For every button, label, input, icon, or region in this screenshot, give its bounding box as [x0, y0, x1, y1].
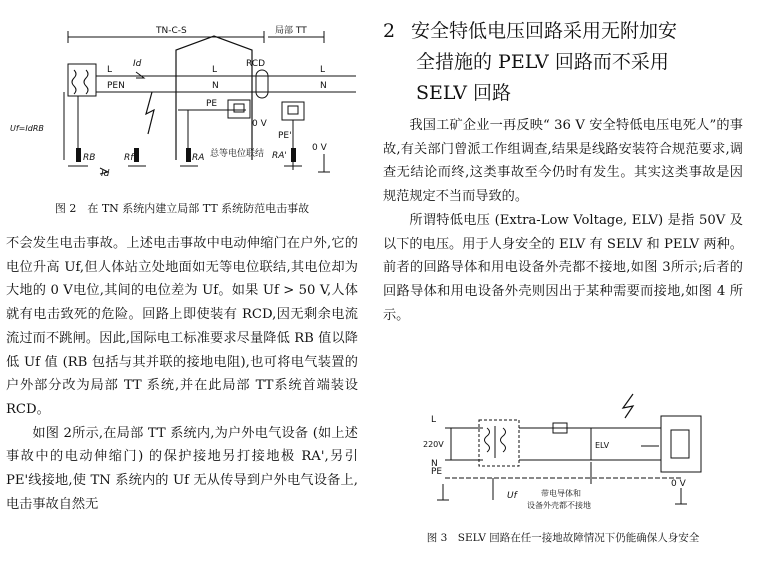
fig2-label-0V-mid: 0 V: [252, 119, 267, 129]
left-paragraph-1: 不会发生电击事故。上述电击事故中电动伸缩门在户外,它的电位升高 Uf,但人体站立处地面如无等电位联结,其电位却为大地的 0 V电位,其间的电位差为 Uf。如果 Uf > 50 V,人体就有电击致死的危险。回路上即使装有 RCD,因无剩余电流流过而不跳闸。因此,国际电工标准要求尽量降低 RB 值以降低 Uf 值 (RB 包括与其并联的接地电阻),也可将电气装置的户外部分改为局部 TT 系统,并在此局部 TT系统首端装设 RCD。: [6, 236, 358, 417]
section-title-line2: 全措施的 PELV 回路而不采用: [416, 51, 669, 73]
section-heading: [383, 16, 743, 109]
section-title-line1: 安全特低电压回路采用无附加安: [411, 20, 678, 42]
figure-3-diagram: [423, 386, 723, 514]
section-number: 2: [383, 20, 396, 42]
fig3-label-L: L: [431, 415, 437, 425]
left-paragraph-2: 如图 2所示,在局部 TT 系统内,为户外电气设备 (如上述事故中的电动伸缩门) 的保护接地另打接地极 RA',另引 PE'线接地,使 TN 系统内的 Uf 无从传导到户外电气设备上,电击事故自然无: [6, 425, 358, 512]
figure-2-caption: 图 2 在 TN 系统内建立局部 TT 系统防范电击事故: [54, 202, 310, 215]
fig3-label-Uf: Uf: [507, 491, 517, 501]
fig3-label-PE: PE: [431, 467, 443, 477]
fig2-label-L-right: L: [320, 65, 326, 75]
right-paragraph-2: 所谓特低电压 (Extra-Low Voltage, ELV) 是指 50V 及以下的电压。用于人身安全的 ELV 有 SELV 和 PELV 两种。前者的回路导体和用电设备外壳都不接地,如图 3所示;后者的回路导体和用电设备外壳则因出于某种需要而接地,如图 4 所示。: [383, 212, 743, 323]
fig2-label-PE: PE: [206, 99, 218, 109]
fig2-label-main-bond: 总等电位联结: [210, 149, 265, 159]
fig2-label-RA-prime: RA': [272, 151, 287, 161]
fig2-label-N-mid: N: [212, 81, 219, 91]
figure-3-caption: 图 3 SELV 回路在任一接地故障情况下仍能确保人身安全: [426, 532, 700, 544]
fig3-note-line2: 设备外壳都不接地: [527, 501, 591, 510]
fig2-label-N-right: N: [320, 81, 327, 91]
fig2-label-L-mid: L: [212, 65, 218, 75]
section-title: [383, 16, 743, 109]
fig2-label-0V-right: 0 V: [312, 143, 327, 153]
fig3-label-N: N: [431, 459, 438, 469]
section-title-line3: SELV 回路: [416, 82, 512, 104]
left-column: [6, 0, 358, 512]
fig3-label-220V: 220V: [423, 440, 444, 449]
fig2-label-L-left: L: [107, 65, 113, 75]
right-paragraph-1: 我国工矿企业一再反映“ 36 V 安全特低电压电死人”的事故,有关部门曾派工作组调查,结果是线路安装符合规范要求,调查无结论而终,这类事故至今仍时有发生。其实这类事故是因规范规定不当而导致的。: [383, 118, 743, 205]
fig2-label-PE-prime: PE': [278, 131, 292, 141]
fig2-label-RA: RA: [192, 153, 205, 163]
left-body-text: [6, 232, 358, 516]
fig2-label-Uf-eq: Uf=IdRB: [10, 124, 44, 133]
fig2-label-RCD: RCD: [246, 59, 266, 69]
fig2-label-RB: RB: [83, 153, 96, 163]
right-body-text: [383, 114, 743, 327]
fig3-label-0V: 0 V: [671, 479, 686, 489]
fig2-label-Rf: Rf: [124, 153, 134, 163]
fig2-label-PEN: PEN: [107, 81, 125, 91]
fig3-note-line1: 带电导体和: [541, 489, 581, 498]
fig2-label-local-tt: 局部 TT: [275, 26, 307, 36]
figure-2-diagram: [6, 0, 358, 200]
fig2-label-tncs: TN-C-S: [156, 26, 187, 36]
fig2-label-Id: Id: [133, 59, 142, 69]
fig2-label-Id-bottom: Id: [101, 169, 110, 179]
fig3-label-ELV: ELV: [595, 441, 610, 450]
